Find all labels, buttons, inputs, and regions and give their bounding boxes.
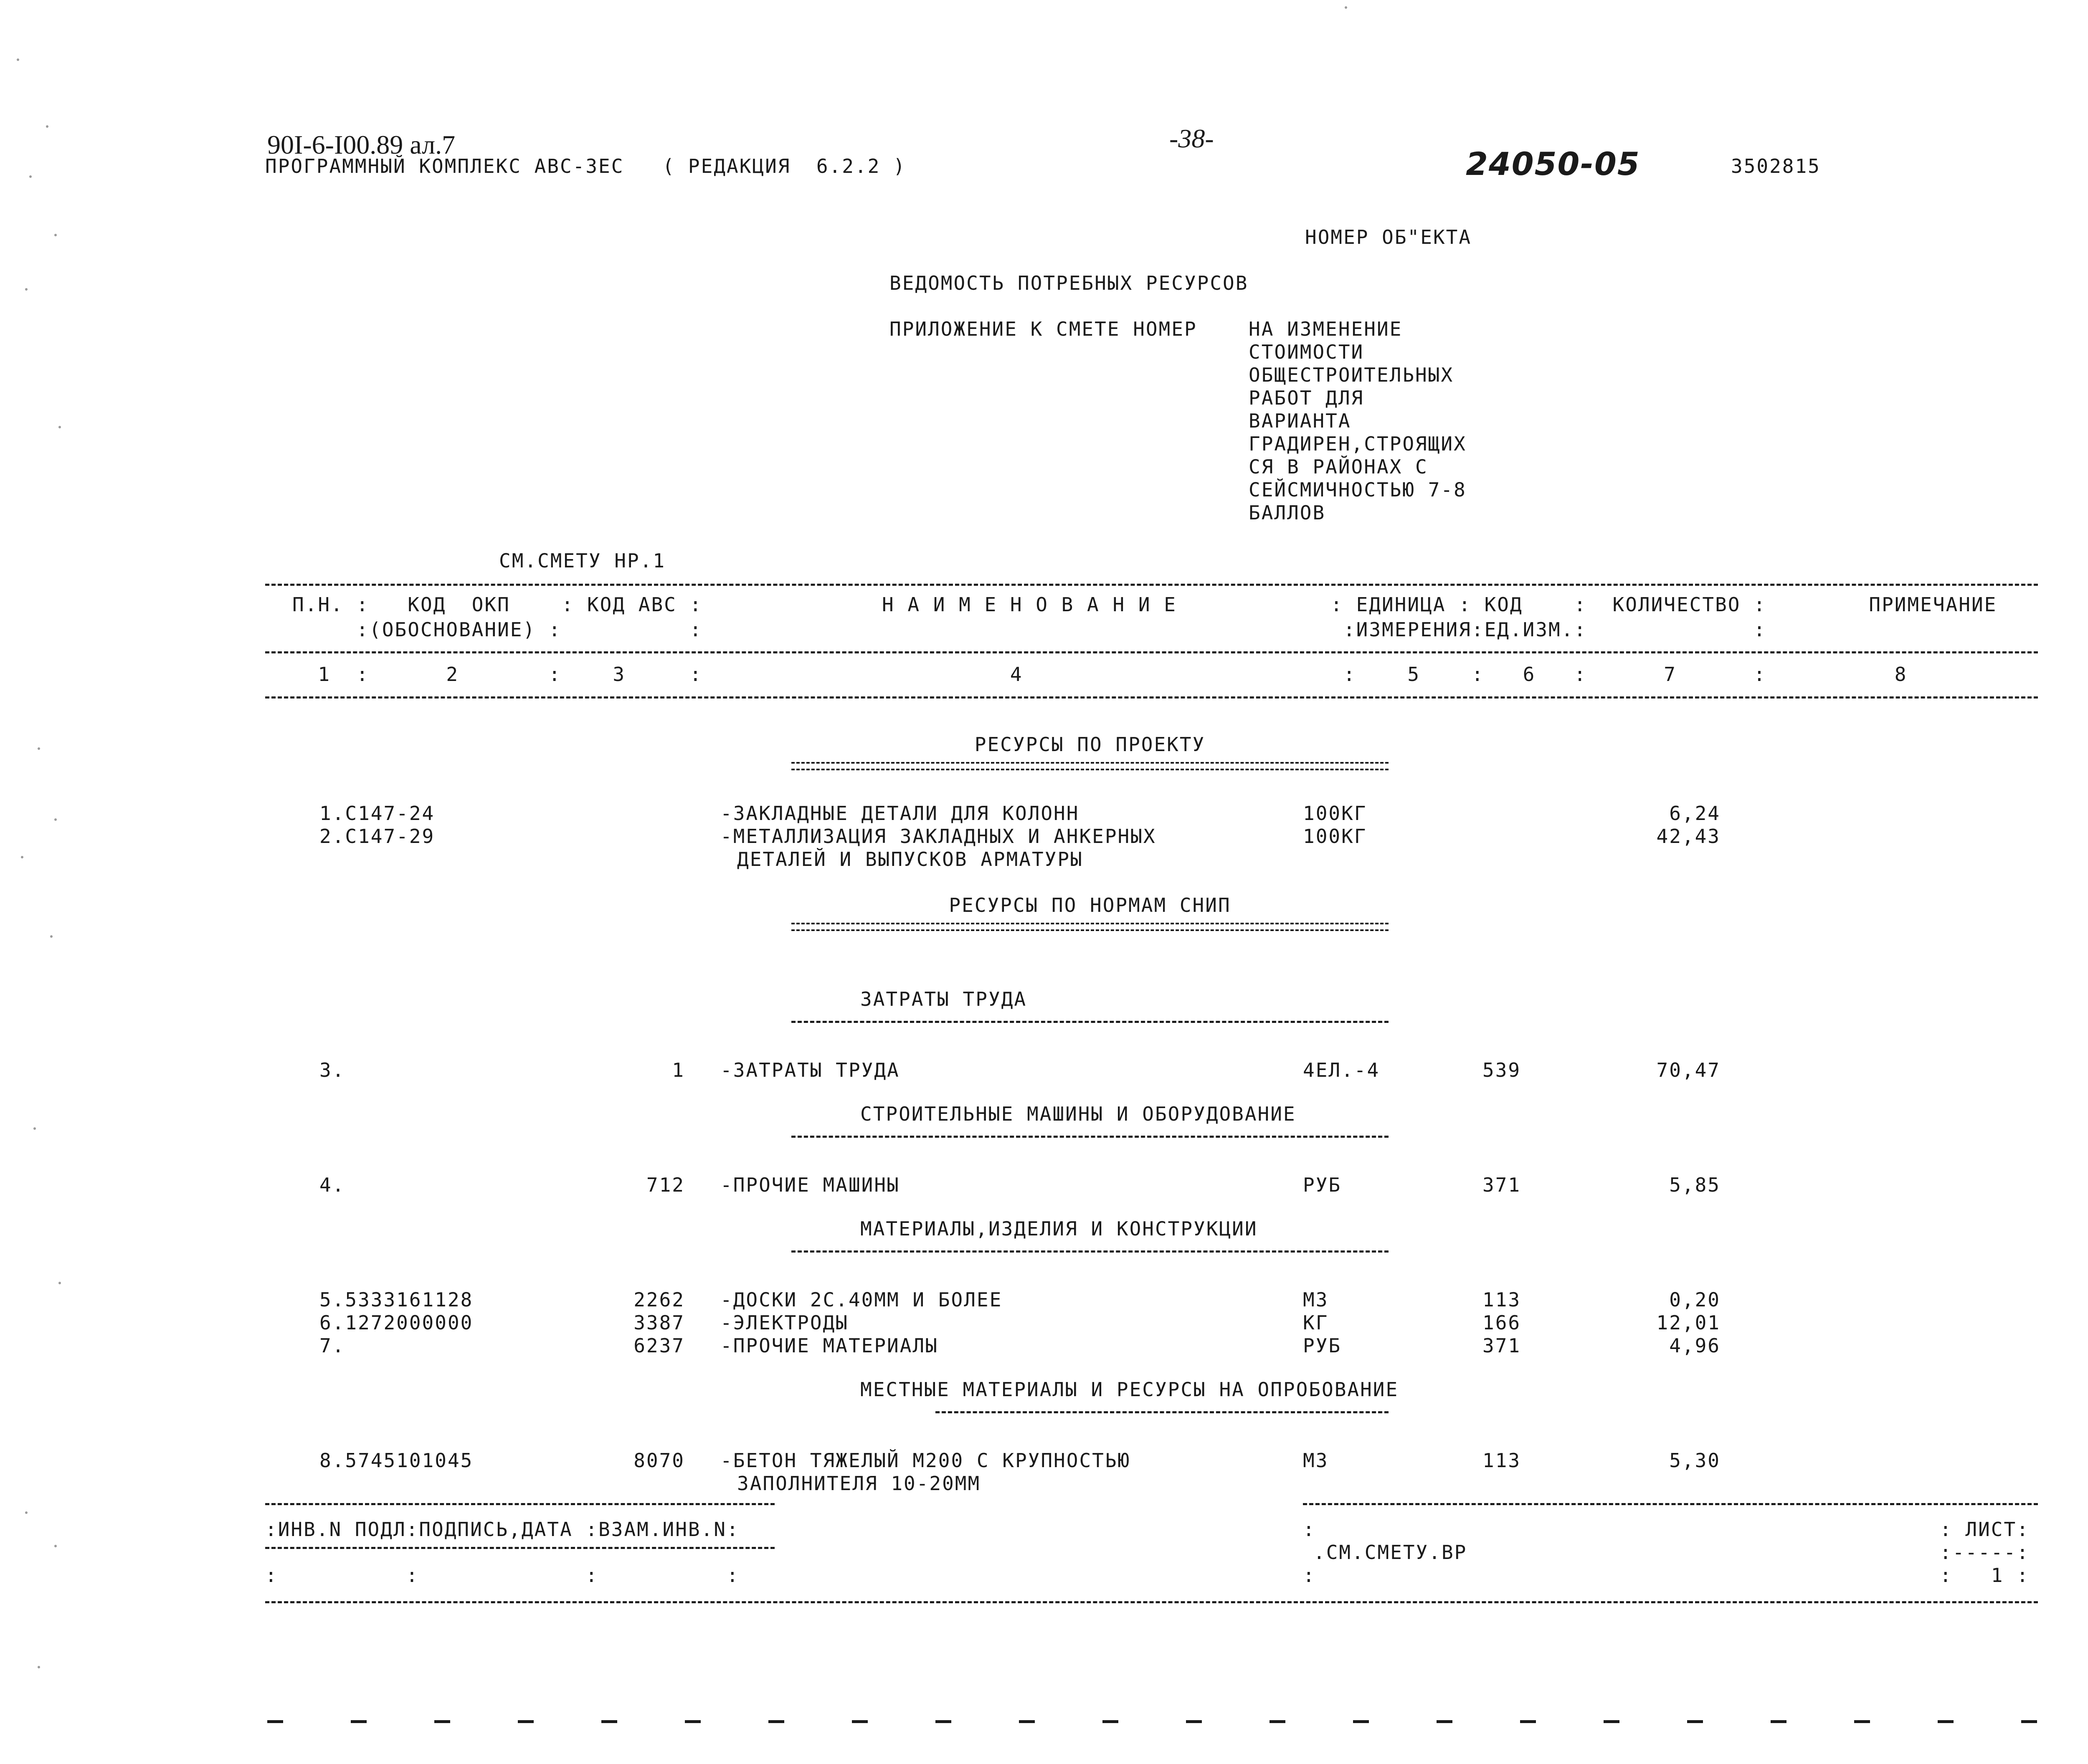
- row-position: 1.С147-24: [319, 802, 435, 825]
- reference-estimate: .СМ.СМЕТУ.ВР: [1313, 1541, 1467, 1564]
- row-unit-code: 113: [1482, 1449, 1521, 1472]
- scan-speck: [33, 1127, 36, 1130]
- document-code: 90I-6-I00.89 ал.7: [267, 130, 456, 159]
- row-position: 5.5333161128: [319, 1288, 474, 1311]
- row-abc-code: 1: [672, 1059, 685, 1081]
- section-title-project: РЕСУРСЫ ПО ПРОЕКТУ: [974, 733, 1206, 756]
- section-rule: [791, 1136, 1389, 1138]
- reference-separator: :: [1303, 1518, 1316, 1541]
- perforation-tick: [1270, 1720, 1285, 1723]
- row-unit: М3: [1303, 1288, 1329, 1311]
- section-title-labor: ЗАТРАТЫ ТРУДА: [860, 988, 1027, 1010]
- perforation-tick: [768, 1720, 784, 1723]
- perforation-tick: [351, 1720, 367, 1723]
- stamp-bottom-rule: [265, 1601, 2038, 1603]
- page-number: -38-: [1169, 124, 1214, 153]
- row-name: -ДОСКИ 2С.40ММ И БОЛЕЕ: [720, 1288, 1003, 1311]
- project-number: 24050-05: [1466, 145, 1640, 182]
- row-position: 3.: [319, 1059, 345, 1081]
- row-name: -БЕТОН ТЯЖЕЛЫЙ М200 С КРУПНОСТЬЮ: [720, 1449, 1131, 1472]
- section-rule: [791, 1021, 1389, 1023]
- row-name: -ЗАТРАТЫ ТРУДА: [720, 1059, 900, 1081]
- document-code-number: 3502815: [1731, 155, 1821, 177]
- row-abc-code: 3387: [633, 1311, 685, 1334]
- perforation-tick: [1854, 1720, 1870, 1723]
- purpose-line: НА ИЗМЕНЕНИЕ: [1249, 318, 1403, 340]
- perforation-tick: [1353, 1720, 1369, 1723]
- statement-title: ВЕДОМОСТЬ ПОТРЕБНЫХ РЕСУРСОВ: [889, 272, 1249, 294]
- perforation-tick: [1604, 1720, 1619, 1723]
- row-position: 7.: [319, 1334, 345, 1357]
- stamp-header: :ИНВ.N ПОДЛ:ПОДПИСЬ,ДАТА :ВЗАМ.ИНВ.N:: [265, 1518, 740, 1541]
- scan-speck: [50, 935, 53, 938]
- section-title-local: МЕСТНЫЕ МАТЕРИАЛЫ И РЕСУРСЫ НА ОПРОБОВАНИЕ: [860, 1378, 1399, 1401]
- appendix-label: ПРИЛОЖЕНИЕ К СМЕТЕ НОМЕР: [889, 318, 1197, 340]
- sheet-number: : 1 :: [1940, 1564, 2030, 1587]
- perforation-tick: [1687, 1720, 1703, 1723]
- row-unit: КГ: [1303, 1311, 1329, 1334]
- row-unit-code: 166: [1482, 1311, 1521, 1334]
- row-quantity: 42,43: [1656, 825, 1721, 848]
- row-unit-code: 113: [1482, 1288, 1521, 1311]
- row-unit: 100КГ: [1303, 825, 1367, 848]
- perforation-tick: [434, 1720, 450, 1723]
- perforation-tick: [1520, 1720, 1536, 1723]
- perforation-tick: [1938, 1720, 1954, 1723]
- section-rule: [791, 1250, 1389, 1253]
- row-quantity: 6,24: [1669, 802, 1721, 825]
- row-name: -ПРОЧИЕ МАТЕРИАЛЫ: [720, 1334, 938, 1357]
- program-name: ПРОГРАММНЫЙ КОМПЛЕКС АВС-3ЕС ( РЕДАКЦИЯ 6.2.2 ): [265, 155, 906, 177]
- row-quantity: 12,01: [1656, 1311, 1721, 1334]
- row-unit: 100КГ: [1303, 802, 1367, 825]
- row-quantity: 5,30: [1669, 1449, 1721, 1472]
- row-unit: 4ЕЛ.-4: [1303, 1059, 1380, 1081]
- row-unit-code: 371: [1482, 1174, 1521, 1196]
- see-estimate-label: СМ.СМЕТУ НР.1: [499, 549, 666, 572]
- purpose-line: ГРАДИРЕН,СТРОЯЩИХ: [1249, 433, 1467, 455]
- purpose-line: СЯ В РАЙОНАХ С: [1249, 456, 1428, 478]
- row-name: -ЗАКЛАДНЫЕ ДЕТАЛИ ДЛЯ КОЛОНН: [720, 802, 1079, 825]
- row-quantity: 0,20: [1669, 1288, 1721, 1311]
- scan-speck: [54, 818, 57, 821]
- scan-speck: [38, 1666, 40, 1668]
- perforation-tick: [267, 1720, 283, 1723]
- row-quantity: 4,96: [1669, 1334, 1721, 1357]
- section-title-materials: МАТЕРИАЛЫ,ИЗДЕЛИЯ И КОНСТРУКЦИИ: [860, 1217, 1258, 1240]
- row-name: -ЭЛЕКТРОДЫ: [720, 1311, 849, 1334]
- row-unit-code: 371: [1482, 1334, 1521, 1357]
- row-name: -МЕТАЛЛИЗАЦИЯ ЗАКЛАДНЫХ И АНКЕРНЫХ: [720, 825, 1156, 848]
- object-number-label: НОМЕР ОБ"ЕКТА: [1305, 226, 1472, 248]
- row-unit: М3: [1303, 1449, 1329, 1472]
- perforation-tick: [685, 1720, 701, 1723]
- perforation-tick: [518, 1720, 534, 1723]
- reference-separator: :: [1303, 1564, 1316, 1587]
- section-double-rule: [791, 923, 1389, 931]
- scan-speck: [38, 747, 40, 750]
- scan-speck: [1345, 6, 1347, 9]
- purpose-line: ВАРИАНТА: [1249, 410, 1351, 432]
- scan-speck: [58, 1282, 61, 1284]
- purpose-line: БАЛЛОВ: [1249, 501, 1326, 524]
- purpose-line: ОБЩЕСТРОИТЕЛЬНЫХ: [1249, 364, 1454, 386]
- section-title-snip: РЕСУРСЫ ПО НОРМАМ СНИП: [949, 894, 1231, 916]
- row-unit: РУБ: [1303, 1334, 1342, 1357]
- header-row-titles: П.Н. : КОД ОКП : КОД АВС : Н А И М Е Н О В А Н И Е : ЕДИНИЦА : КОД : КОЛИЧЕСТВО : ПРИМЕЧАНИЕ: [292, 593, 1997, 616]
- row-unit-code: 539: [1482, 1059, 1521, 1081]
- perforation-tick: [935, 1720, 951, 1723]
- stamp-top-rule: [265, 1503, 775, 1505]
- scan-speck: [21, 856, 23, 858]
- purpose-line: СЕЙСМИЧНОСТЬЮ 7-8: [1249, 478, 1467, 501]
- table-top-rule: [265, 584, 2038, 586]
- perforation-tick: [1019, 1720, 1035, 1723]
- row-position: 2.С147-29: [319, 825, 435, 848]
- header-rule: [265, 651, 2038, 653]
- row-position: 8.5745101045: [319, 1449, 474, 1472]
- section-double-rule: [791, 762, 1389, 770]
- purpose-line: СТОИМОСТИ: [1249, 341, 1364, 363]
- row-name-continued: ЗАПОЛНИТЕЛЯ 10-20ММ: [737, 1472, 981, 1495]
- header-bottom-rule: [265, 696, 2038, 699]
- section-title-machines: СТРОИТЕЛЬНЫЕ МАШИНЫ И ОБОРУДОВАНИЕ: [860, 1103, 1296, 1125]
- scan-speck: [25, 288, 28, 291]
- section-rule: [935, 1411, 1389, 1413]
- scan-speck: [46, 125, 48, 128]
- row-abc-code: 2262: [633, 1288, 685, 1311]
- row-unit: РУБ: [1303, 1174, 1342, 1196]
- scan-speck: [25, 1511, 28, 1514]
- perforation-tick: [601, 1720, 617, 1723]
- row-quantity: 70,47: [1656, 1059, 1721, 1081]
- column-numbers: 1 : 2 : 3 : 4 : 5 : 6 : 7 : 8: [292, 663, 1908, 686]
- scan-speck: [29, 175, 32, 178]
- purpose-line: РАБОТ ДЛЯ: [1249, 387, 1364, 409]
- row-abc-code: 712: [646, 1174, 685, 1196]
- row-abc-code: 6237: [633, 1334, 685, 1357]
- scan-speck: [54, 1545, 57, 1547]
- row-name-continued: ДЕТАЛЕЙ И ВЫПУСКОВ АРМАТУРЫ: [737, 848, 1083, 871]
- scan-speck: [54, 234, 57, 236]
- stamp-top-rule-right: [1303, 1503, 2038, 1505]
- perforation-tick: [852, 1720, 868, 1723]
- sheet-label: : ЛИСТ:: [1940, 1518, 2030, 1541]
- scan-speck: [17, 58, 19, 61]
- perforation-tick: [2021, 1720, 2037, 1723]
- header-row-subtitles: :(ОБОСНОВАНИЕ) : : :ИЗМЕРЕНИЯ:ЕД.ИЗМ.: :: [292, 618, 1766, 641]
- scan-speck: [58, 426, 61, 428]
- row-quantity: 5,85: [1669, 1174, 1721, 1196]
- perforation-tick: [1771, 1720, 1786, 1723]
- row-name: -ПРОЧИЕ МАШИНЫ: [720, 1174, 900, 1196]
- perforation-tick: [1186, 1720, 1202, 1723]
- perforation-tick: [1102, 1720, 1118, 1723]
- row-abc-code: 8070: [633, 1449, 685, 1472]
- stamp-cells: : : : :: [265, 1564, 740, 1587]
- stamp-mid-rule: [265, 1547, 775, 1549]
- perforation-tick: [1437, 1720, 1452, 1723]
- sheet-divider: :-----:: [1940, 1541, 2030, 1564]
- row-position: 6.1272000000: [319, 1311, 474, 1334]
- row-position: 4.: [319, 1174, 345, 1196]
